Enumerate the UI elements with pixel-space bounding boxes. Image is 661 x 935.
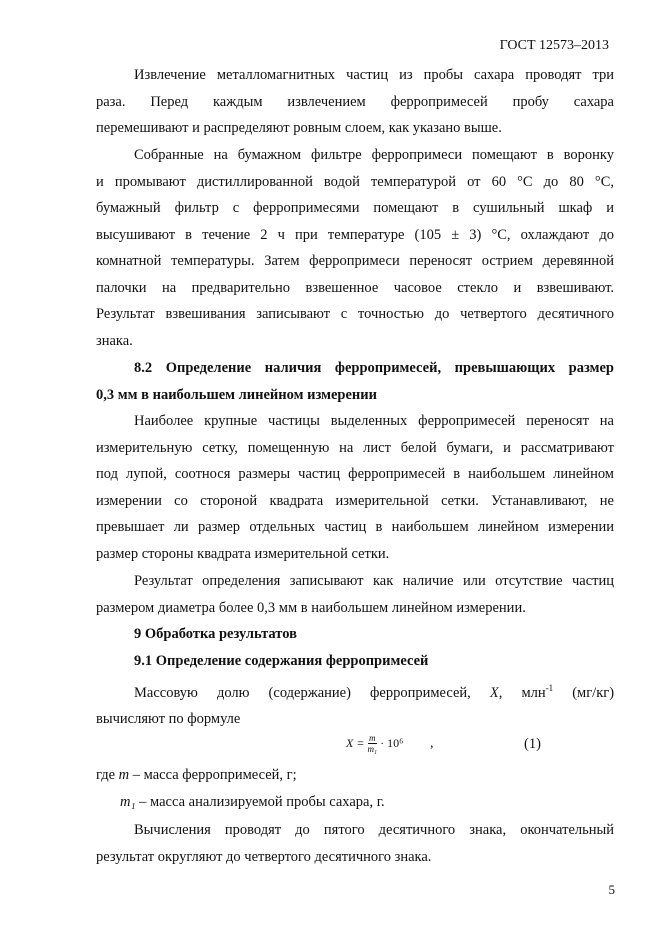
text-line: высушивают в течение 2 ч при температуре (105 ± 3) °С, охлаждают до xyxy=(96,226,614,243)
heading-line: 8.2 Определение наличия ферропримесей, превышающих размер xyxy=(134,360,614,376)
formula-lhs: X = xyxy=(346,736,365,750)
formula-denominator: m₁ xyxy=(367,744,378,754)
paragraph-calculation xyxy=(96,817,614,870)
text-line: измерении со стороной квадрата измерительной сетки. Устанавливают, не xyxy=(96,492,614,509)
text-line: перемешивают и распределяют ровным слоем, как указано выше. xyxy=(96,120,502,136)
document-code: ГОСТ 12573–2013 xyxy=(499,38,609,53)
text-line: Результат определения записывают как наличие или отсутствие частиц xyxy=(134,573,614,589)
paragraph-where xyxy=(96,762,614,815)
text-line: бумажный фильтр с ферропримесями помещают в сушильный шкаф и xyxy=(96,200,614,216)
text-line: Результат взвешивания записывают с точностью до четвертого десятичного xyxy=(96,306,614,322)
text-line: превышает ли размер отдельных частиц в наибольшем линейном измерении xyxy=(96,519,614,535)
text-line: вычисляют по формуле xyxy=(96,711,241,728)
text-line: комнатной температуры. Затем ферропримеси переносят острием деревянной xyxy=(96,253,614,269)
formula xyxy=(346,733,403,754)
paragraph-washing xyxy=(96,142,614,354)
section-heading-9-1 xyxy=(96,648,614,675)
text-line: размер стороны квадрата измерительной сетки. xyxy=(96,545,390,562)
text-line: раза. Перед каждым извлечением ферропримесей пробу сахара xyxy=(96,93,614,110)
heading-line: 9 Обработка результатов xyxy=(134,626,297,642)
page-number: 5 xyxy=(608,882,615,897)
text-line: результат округляют до четвертого десятичного знака. xyxy=(96,848,432,865)
text-line: под лупой, соотнося размеры частиц ферропримесей в наибольшем линейном xyxy=(96,466,614,482)
text-line: где m – масса ферропримесей, г; xyxy=(96,767,297,783)
formula-rhs: · 10⁶ xyxy=(380,736,404,750)
text-line: размером диаметра более 0,3 мм в наибольшем линейном измерении. xyxy=(96,599,526,616)
text-line: Извлечение металломагнитных частиц из пробы сахара проводят три xyxy=(134,67,614,83)
paragraph-extraction xyxy=(96,62,614,142)
section-heading-8-2 xyxy=(96,355,614,408)
paragraph-particles xyxy=(96,408,614,567)
text-line: измерительную сетку, помещенную на лист белой бумаги, и рассматривают xyxy=(96,439,614,456)
text-line: Вычисления проводят до пятого десятичного знака, окончательный xyxy=(134,822,614,838)
formula-fraction xyxy=(367,733,377,754)
text-line: и промывают дистиллированной водой температурой от 60 °С до 80 °С, xyxy=(96,173,614,190)
text-line: знака. xyxy=(96,332,133,349)
text-line: палочки на предварительно взвешенное часовое стекло и взвешивают. xyxy=(96,279,614,296)
heading-line: 9.1 Определение содержания ферропримесей xyxy=(134,653,429,669)
formula-separator: , xyxy=(430,736,434,751)
paragraph-mass-fraction xyxy=(96,675,614,733)
text-line: m₁ – масса анализируемой пробы сахара, г. xyxy=(120,793,385,810)
formula-number: (1) xyxy=(524,736,541,752)
text-line: Наиболее крупные частицы выделенных ферропримесей переносят на xyxy=(134,413,614,429)
section-heading-9 xyxy=(96,621,614,648)
formula-numerator: m xyxy=(369,733,376,743)
text-line: Собранные на бумажном фильтре ферропримеси помещают в воронку xyxy=(134,147,614,163)
text-line: Массовую долю (содержание) ферропримесей, X, млн$^{-1}$ (мг/кг) xyxy=(134,683,615,701)
heading-line: 0,3 мм в наибольшем линейном измерении xyxy=(96,386,377,403)
paragraph-result xyxy=(96,568,614,621)
